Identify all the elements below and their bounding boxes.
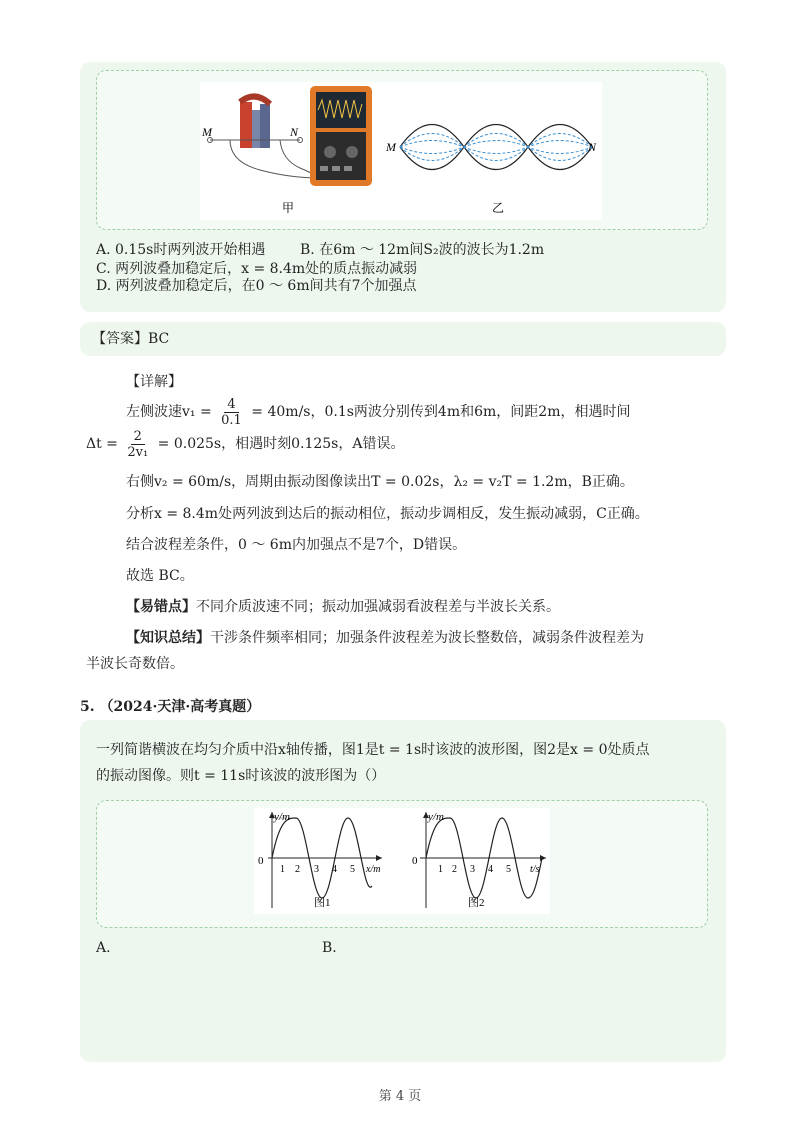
svg-text:1: 1: [280, 864, 285, 875]
svg-text:0: 0: [258, 855, 264, 867]
question-5-header: 5. （2024·天津·高考真题）: [80, 699, 261, 715]
svg-text:4: 4: [332, 864, 337, 875]
svg-text:N: N: [290, 125, 299, 139]
fraction-4-over-0.1: $\frac{4}{0.1}$: [221, 396, 242, 428]
question-5-stem-1: 一列简谐横波在均匀介质中沿x轴传播，图1是t = 1s时该波的波形图，图2是x = 0处质点: [96, 742, 650, 758]
svg-text:M: M: [386, 140, 396, 154]
oscilloscope-icon: [310, 86, 372, 186]
svg-text:1: 1: [438, 864, 443, 875]
figure-apparatus-standing-wave: [200, 82, 602, 220]
svg-text:3: 3: [314, 864, 319, 875]
explain-line-5: 结合波程差条件，0 ～ 6m内加强点不是7个，D错误。: [126, 537, 467, 553]
answer-text: 【答案】BC: [92, 331, 170, 347]
question-5-option-a: A.: [96, 940, 111, 956]
option-d: D. 两列波叠加稳定后，在0 ～ 6m间共有7个加强点: [96, 278, 417, 294]
explain-line-1: 左侧波速v₁ = $\frac{4}{0.1}$ = 40m/s，0.1s两波分别传到4m和6m，间距2m，相遇时间: [126, 396, 631, 428]
svg-text:0: 0: [412, 855, 418, 867]
svg-text:2: 2: [452, 864, 457, 875]
error-prone-note: 【易错点】不同介质波速不同；振动加强减弱看波程差与半波长关系。: [126, 599, 560, 615]
fraction-2-over-2v1: $\frac{2}{\text{2v₁}}$: [127, 428, 149, 460]
explain-line-4: 分析x = 8.4m处两列波到达后的振动相位，振动步调相反，发生振动减弱，C正确。: [126, 506, 649, 522]
answer-box: [80, 322, 726, 356]
explain-line-3: 右侧v₂ = 60m/s，周期由振动图像读出T = 0.02s，λ₂ = v₂T = 1.2m，B正确。: [126, 474, 634, 490]
svg-text:y/m: y/m: [274, 811, 290, 823]
option-c: C. 两列波叠加稳定后，x = 8.4m处的质点振动减弱: [96, 261, 418, 277]
question-5-stem-2: 的振动图像。则t = 11s时该波的波形图为（）: [96, 768, 386, 784]
svg-text:4: 4: [488, 864, 493, 875]
svg-text:乙: 乙: [492, 201, 505, 215]
question-5-option-b: B.: [322, 940, 337, 956]
svg-text:甲: 甲: [282, 201, 295, 215]
svg-text:2: 2: [295, 864, 300, 875]
svg-text:图1: 图1: [314, 897, 331, 909]
explain-line-2: Δt = $\frac{2}{\text{2v₁}}$ = 0.025s，相遇时刻0.125s，A错误。: [86, 428, 405, 460]
question-5-graphs: [254, 808, 550, 914]
explain-title: 【详解】: [126, 374, 182, 390]
explain-line-6: 故选 BC。: [126, 568, 194, 584]
svg-text:5: 5: [350, 864, 355, 875]
svg-text:y/m: y/m: [428, 811, 444, 823]
svg-text:t/s: t/s: [530, 864, 540, 875]
svg-text:3: 3: [470, 864, 475, 875]
option-b: B. 在6m ～ 12m间S₂波的波长为1.2m: [300, 242, 545, 258]
svg-text:N: N: [588, 140, 597, 154]
page-number: 第 4 页: [378, 1089, 422, 1104]
svg-text:图2: 图2: [468, 897, 485, 909]
knowledge-summary: 【知识总结】干涉条件频率相同；加强条件波程差为波长整数倍，减弱条件波程差为: [126, 630, 644, 646]
svg-text:x/m: x/m: [366, 864, 381, 875]
svg-text:5: 5: [506, 864, 511, 875]
option-a: A. 0.15s时两列波开始相遇: [96, 242, 266, 258]
knowledge-summary-cont: 半波长奇数倍。: [86, 656, 184, 672]
svg-text:M: M: [202, 125, 212, 139]
